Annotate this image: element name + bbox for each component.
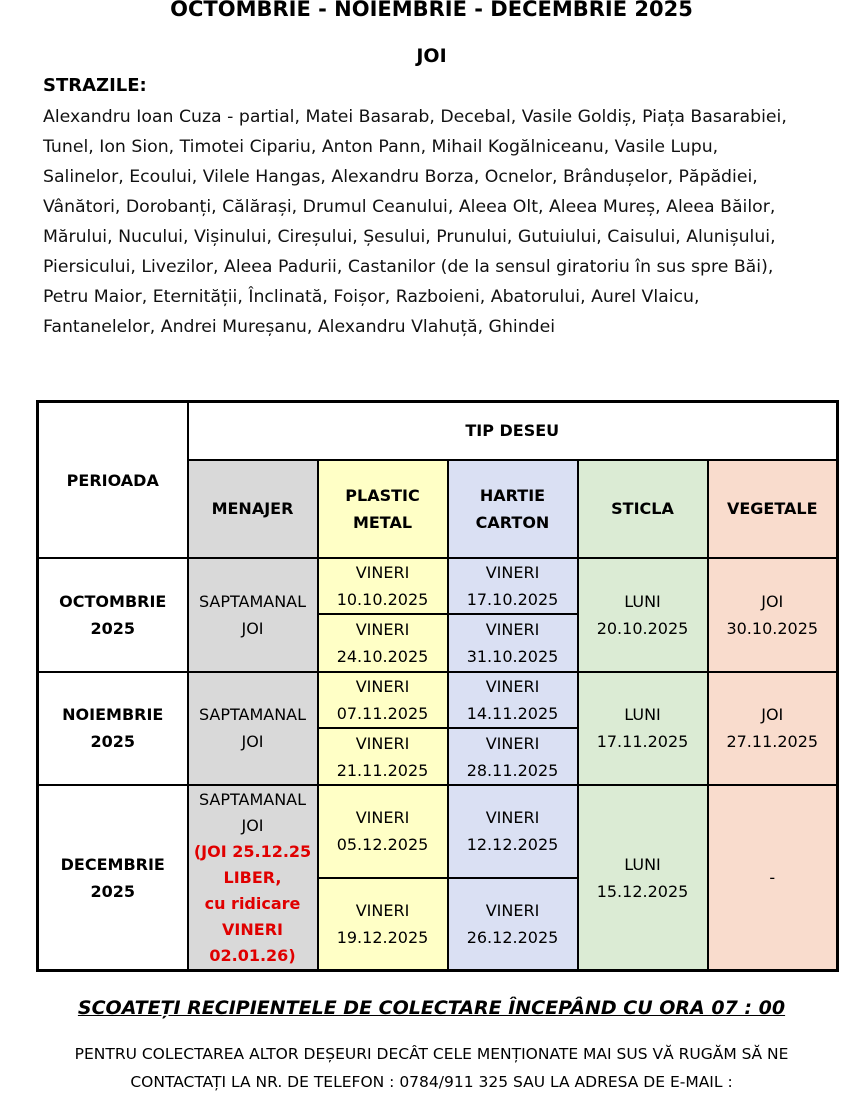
plastic-day: VINERI	[355, 808, 410, 828]
plastic-date-cell	[318, 785, 448, 878]
hartie-date: 17.10.2025	[466, 590, 559, 610]
month-cell-decembrie	[38, 785, 188, 970]
hartie-label: HARTIE	[479, 485, 546, 505]
plastic-date: 19.12.2025	[336, 927, 429, 947]
contact-info	[0, 1040, 863, 1096]
hartie-day: VINERI	[485, 808, 540, 828]
sticla-date: 17.11.2025	[596, 732, 689, 752]
plastic-day: VINERI	[355, 563, 410, 583]
holiday-note-line: LIBER,	[223, 867, 282, 887]
plastic-day: VINERI	[355, 733, 410, 753]
hartie-date: 12.12.2025	[466, 835, 559, 855]
hartie-date: 28.11.2025	[466, 760, 559, 780]
sticla-day: LUNI	[624, 705, 661, 725]
vegetale-day: JOI	[761, 591, 784, 611]
vegetale-date: 30.10.2025	[726, 618, 819, 638]
metal-label: METAL	[352, 512, 413, 532]
menajer-cell	[188, 785, 318, 970]
plastic-day: VINERI	[355, 900, 410, 920]
month-year: 2025	[90, 618, 136, 638]
month-name: DECEMBRIE	[60, 854, 165, 874]
perioada-header: PERIOADA	[38, 402, 188, 559]
holiday-note-line: VINERI	[222, 919, 283, 939]
sticla-cell	[578, 785, 708, 970]
plastic-date-cell	[318, 558, 448, 614]
hartie-day: VINERI	[485, 733, 540, 753]
month-cell-octombrie	[38, 558, 188, 671]
plastic-day: VINERI	[355, 676, 410, 696]
month-name: NOIEMBRIE	[62, 705, 164, 725]
collection-day: JOI	[416, 45, 447, 67]
hartie-day: VINERI	[485, 620, 540, 640]
month-year: 2025	[90, 881, 136, 901]
menajer-day: JOI	[241, 732, 264, 752]
hartie-day: VINERI	[485, 676, 540, 696]
menajer-frequency: SAPTAMANAL	[198, 705, 307, 725]
plastic-date: 10.10.2025	[336, 590, 429, 610]
streets-line: Piersicului, Livezilor, Aleea Padurii, Castanilor (de la sensul giratoriu în sus spre Băi),	[43, 257, 774, 277]
vegetale-cell	[708, 558, 838, 671]
plastic-date-cell	[318, 614, 448, 671]
sticla-date: 15.12.2025	[596, 881, 689, 901]
menajer-frequency: SAPTAMANAL	[198, 591, 307, 611]
plastic-date-cell	[318, 878, 448, 971]
menajer-day: JOI	[241, 815, 264, 835]
menajer-cell	[188, 558, 318, 671]
plastic-label: PLASTIC	[345, 485, 420, 505]
hartie-date-cell	[448, 672, 578, 728]
contact-line: PENTRU COLECTAREA ALTOR DEȘEURI DECÂT CELE MENȚIONATE MAI SUS VĂ RUGĂM SĂ NE	[74, 1045, 789, 1063]
plastic-metal-header	[318, 460, 448, 558]
holiday-note-line: (JOI 25.12.25	[193, 841, 312, 861]
hartie-date-cell	[448, 614, 578, 671]
month-cell-noiembrie	[38, 672, 188, 785]
vegetale-day: JOI	[761, 705, 784, 725]
hartie-date-cell	[448, 878, 578, 971]
plastic-date: 07.11.2025	[336, 703, 429, 723]
streets-line: Alexandru Ioan Cuza - partial, Matei Basarab, Decebal, Vasile Goldiș, Piața Basarabiei,	[43, 107, 787, 127]
plastic-date-cell	[318, 728, 448, 785]
hartie-day: VINERI	[485, 900, 540, 920]
hartie-carton-header	[448, 460, 578, 558]
streets-line: Salinelor, Ecoului, Vilele Hangas, Alexandru Borza, Ocnelor, Brândușelor, Păpădiei,	[43, 167, 758, 187]
plastic-date: 24.10.2025	[336, 647, 429, 667]
plastic-day: VINERI	[355, 620, 410, 640]
streets-line: Tunel, Ion Sion, Timotei Cipariu, Anton Pann, Mihail Kogălniceanu, Vasile Lupu,	[43, 137, 719, 157]
sticla-cell	[578, 558, 708, 671]
carton-label: CARTON	[475, 512, 550, 532]
tip-deseu-header: TIP DESEU	[188, 402, 838, 460]
menajer-header: MENAJER	[188, 460, 318, 558]
hartie-date: 31.10.2025	[466, 647, 559, 667]
streets-label: STRAZILE:	[43, 75, 147, 96]
sticla-cell	[578, 672, 708, 785]
plastic-date: 05.12.2025	[336, 835, 429, 855]
hartie-date-cell	[448, 558, 578, 614]
menajer-cell	[188, 672, 318, 785]
month-year: 2025	[90, 732, 136, 752]
streets-line: Vânători, Dorobanți, Călărași, Drumul Ceanului, Aleea Olt, Aleea Mureș, Aleea Băilor,	[43, 197, 776, 217]
vegetale-header: VEGETALE	[708, 460, 838, 558]
plastic-date: 21.11.2025	[336, 760, 429, 780]
collection-time-note: SCOATEȚI RECIPIENTELE DE COLECTARE ÎNCEPÂND CU ORA 07 : 00	[77, 997, 786, 1019]
document-title: OCTOMBRIE - NOIEMBRIE - DECEMBRIE 2025	[170, 0, 693, 21]
menajer-day: JOI	[241, 618, 264, 638]
holiday-note-line: cu ridicare	[204, 893, 301, 913]
vegetale-cell: -	[708, 785, 838, 970]
hartie-day: VINERI	[485, 563, 540, 583]
sticla-day: LUNI	[624, 854, 661, 874]
schedule-table	[36, 400, 839, 972]
streets-line: Fantanelelor, Andrei Mureșanu, Alexandru Vlahuță, Ghindei	[43, 317, 556, 337]
holiday-note-line: 02.01.26)	[209, 945, 296, 965]
streets-line: Petru Maior, Eternității, Înclinată, Foișor, Razboieni, Abatorului, Aurel Vlaicu,	[43, 287, 700, 307]
month-name: OCTOMBRIE	[59, 591, 167, 611]
hartie-date: 14.11.2025	[466, 703, 559, 723]
streets-list	[43, 102, 843, 342]
menajer-frequency: SAPTAMANAL	[198, 789, 307, 809]
contact-line: CONTACTAȚI LA NR. DE TELEFON : 0784/911 325 SAU LA ADRESA DE E-MAIL :	[130, 1073, 733, 1091]
plastic-date-cell	[318, 672, 448, 728]
hartie-date: 26.12.2025	[466, 927, 559, 947]
vegetale-cell	[708, 672, 838, 785]
hartie-date-cell	[448, 785, 578, 878]
sticla-header: STICLA	[578, 460, 708, 558]
vegetale-date: 27.11.2025	[726, 732, 819, 752]
sticla-date: 20.10.2025	[596, 618, 689, 638]
streets-line: Mărului, Nucului, Vișinului, Cireșului, Șesului, Prunului, Gutuiului, Caisului, Alunișului,	[43, 227, 776, 247]
sticla-day: LUNI	[624, 591, 661, 611]
hartie-date-cell	[448, 728, 578, 785]
